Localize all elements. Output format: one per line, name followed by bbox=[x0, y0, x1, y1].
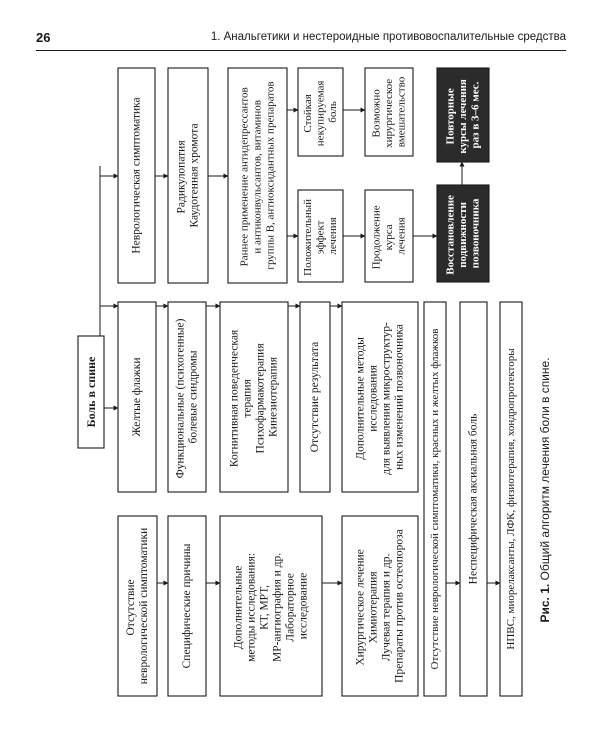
repeat-courses-text: Повторные курсы лечения раз в 3–6 мес. bbox=[444, 79, 482, 154]
noneuro-title: Отсутствие неврологической симптоматики bbox=[125, 527, 150, 685]
page-number: 26 bbox=[36, 30, 51, 45]
functional-text: Функциональные (психогенные) болевые синдромы bbox=[174, 318, 200, 479]
figure-caption bbox=[538, 357, 552, 622]
continue-course-text: Продолжение курса лечения bbox=[370, 205, 408, 270]
extra-methods-text: Дополнительные методы исследования для выявления микроструктур- ных изменений позвоночника bbox=[354, 322, 406, 475]
positive-effect-text: Положительный эффект лечения bbox=[302, 198, 339, 276]
early-treatment-text: Раннее применение антидепрессантов и антиконвульсантов, витаминов группы В, антиоксидантных препаратов bbox=[238, 81, 277, 270]
restoration-text: Восстановление подвижности позвоночника bbox=[444, 195, 482, 275]
no-result-text: Отсутствие результата bbox=[309, 341, 321, 453]
persistent-pain-text: Стойкая некупируемая боль bbox=[302, 80, 339, 147]
root-label: Боль в спине bbox=[84, 356, 98, 428]
caption-label: Рис. 1. bbox=[538, 583, 552, 623]
final-treatment-text: НПВС, миорелаксанты, ЛФК, физиотерапия, хондропротекторы bbox=[505, 348, 517, 650]
diagnostics-text: Дополнительные методы исследования: КТ, МРТ, МР-ангиография и др. Лабораторное исследование bbox=[232, 552, 310, 663]
caption-text: Общий алгоритм лечения боли в спине. bbox=[538, 357, 552, 584]
neuro-title: Неврологическая симптоматика bbox=[130, 97, 143, 254]
nonspecific-pain-text: Неспецифическая аксиальная боль bbox=[467, 413, 480, 585]
noneuro-treatment-text: Хирургическое лечение Химиотерапия Лучевая терапия и др. Препараты против остеопороза bbox=[354, 529, 406, 683]
radiculopathy-text: Радикулопатия Каудогенная хромота bbox=[175, 123, 201, 228]
yellow-title: Желтые флажки bbox=[131, 357, 143, 437]
running-title: 1. Анальгетики и нестероидные противовоспалительные средства bbox=[210, 31, 566, 43]
therapy-text: Когнитивная поведенческая терапия Психофармакотерапия Кинезиотерапия bbox=[228, 329, 280, 468]
specific-causes-text: Специфические причины bbox=[181, 543, 193, 669]
surgery-possible-text: Возможно хирургическое вмешательство bbox=[370, 76, 408, 148]
absence-flags-text: Отсутствие неврологической симптоматики, красных и желтых флажков bbox=[429, 328, 441, 670]
